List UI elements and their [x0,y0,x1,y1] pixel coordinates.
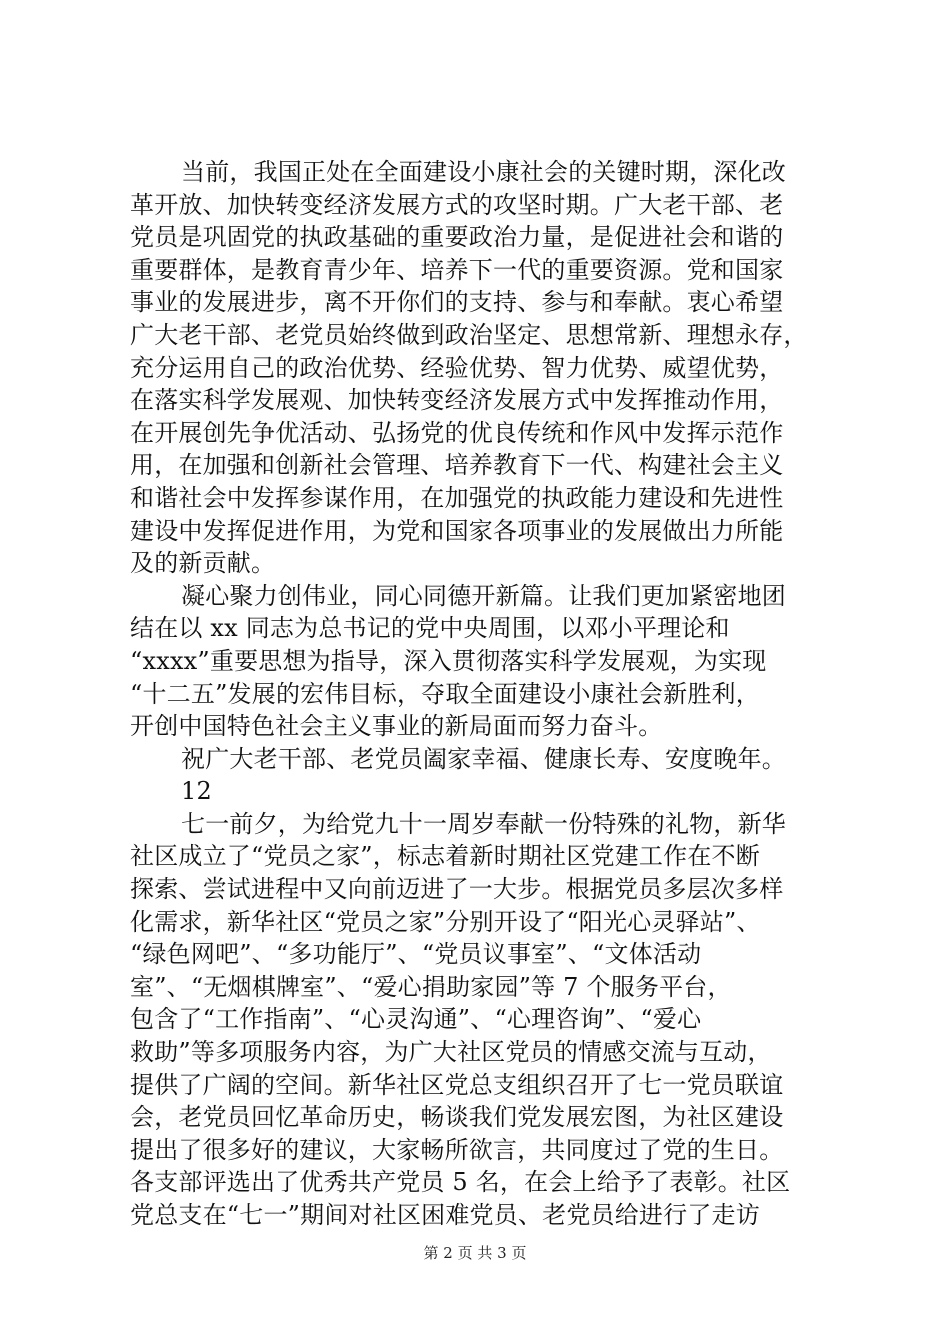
paragraph-line: 祝广大老干部、老党员阖家幸福、健康长寿、安度晚年。 [181,744,786,773]
paragraph-line: 探索、尝试进程中又向前迈进了一大步。根据党员多层次多样 [130,875,784,904]
paragraph-line: 会，老党员回忆革命历史，畅谈我们党发展宏图，为社区建设 [130,1103,784,1132]
paragraph-line: 开创中国特色社会主义事业的新局面而努力奋斗。 [130,712,663,741]
paragraph-line: 包含了“工作指南”、“心灵沟通”、“心理咨询”、“爱心 [130,1005,702,1034]
paragraph-line: 党员是巩固党的执政基础的重要政治力量，是促进社会和谐的 [130,223,784,252]
paragraph-line: 在落实科学发展观、加快转变经济发展方式中发挥推动作用， [130,386,784,415]
paragraph-line: 化需求，新华社区“党员之家”分别开设了“阳光心灵驿站”、 [130,907,761,936]
paragraph-line: 党总支在“七一”期间对社区困难党员、老党员给进行了走访 [130,1201,760,1229]
paragraph-line: 凝心聚力创伟业，同心同德开新篇。让我们更加紧密地团 [181,581,786,610]
paragraph-line: 和谐社会中发挥参谋作用，在加强党的执政能力建设和先进性 [130,483,784,512]
paragraph-line: 重要群体，是教育青少年、培养下一代的重要资源。党和国家 [130,255,784,284]
paragraph-line: 当前，我国正处在全面建设小康社会的关键时期，深化改 [181,158,786,186]
paragraph-line: 广大老干部、老党员始终做到政治坚定、思想常新、理想永存， [130,320,808,349]
paragraph-line: “xxxx”重要思想为指导，深入贯彻落实科学发展观，为实现 [130,646,767,675]
paragraph-line: 用，在加强和创新社会管理、培养教育下一代、构建社会主义 [130,451,784,480]
paragraph-line: 结在以 xx 同志为总书记的党中央周围，以邓小平理论和 [130,614,730,643]
paragraph-line: 建设中发挥促进作用，为党和国家各项事业的发展做出力所能 [130,516,784,545]
paragraph-line: 七一前夕，为给党九十一周岁奉献一份特殊的礼物，新华 [181,809,786,838]
section-number: 12 [181,777,212,806]
document-body [130,156,830,1232]
paragraph-line: 提出了很多好的建议，大家畅所欲言，共同度过了党的生日。 [130,1135,784,1164]
paragraph-line: 充分运用自己的政治优势、经验优势、智力优势、威望优势， [130,353,784,382]
paragraph-line: 社区成立了“党员之家”，标志着新时期社区党建工作在不断 [130,842,760,871]
paragraph-line: 救助”等多项服务内容，为广大社区党员的情感交流与互动， [130,1038,772,1067]
page-footer: 第 2 页 共 3 页 [423,1244,527,1262]
paragraph-line: “十二五”发展的宏伟目标，夺取全面建设小康社会新胜利， [130,679,760,708]
paragraph-line: 在开展创先争优活动、弘扬党的优良传统和作风中发挥示范作 [130,418,784,447]
paragraph-line: “绿色网吧”、“多功能厅”、“党员议事室”、“文体活动 [130,940,702,969]
paragraph-line: 各支部评选出了优秀共产党员 5 名，在会上给予了表彰。社区 [130,1168,791,1197]
paragraph-line: 及的新贡献。 [130,549,276,578]
paragraph-line: 提供了广阔的空间。新华社区党总支组织召开了七一党员联谊 [130,1070,784,1099]
paragraph-line: 室”、“无烟棋牌室”、“爱心捐助家园”等 7 个服务平台， [130,972,732,1001]
paragraph-line: 事业的发展进步，离不开你们的支持、参与和奉献。衷心希望 [130,288,784,317]
paragraph-line: 革开放、加快转变经济发展方式的攻坚时期。广大老干部、老 [130,190,784,219]
